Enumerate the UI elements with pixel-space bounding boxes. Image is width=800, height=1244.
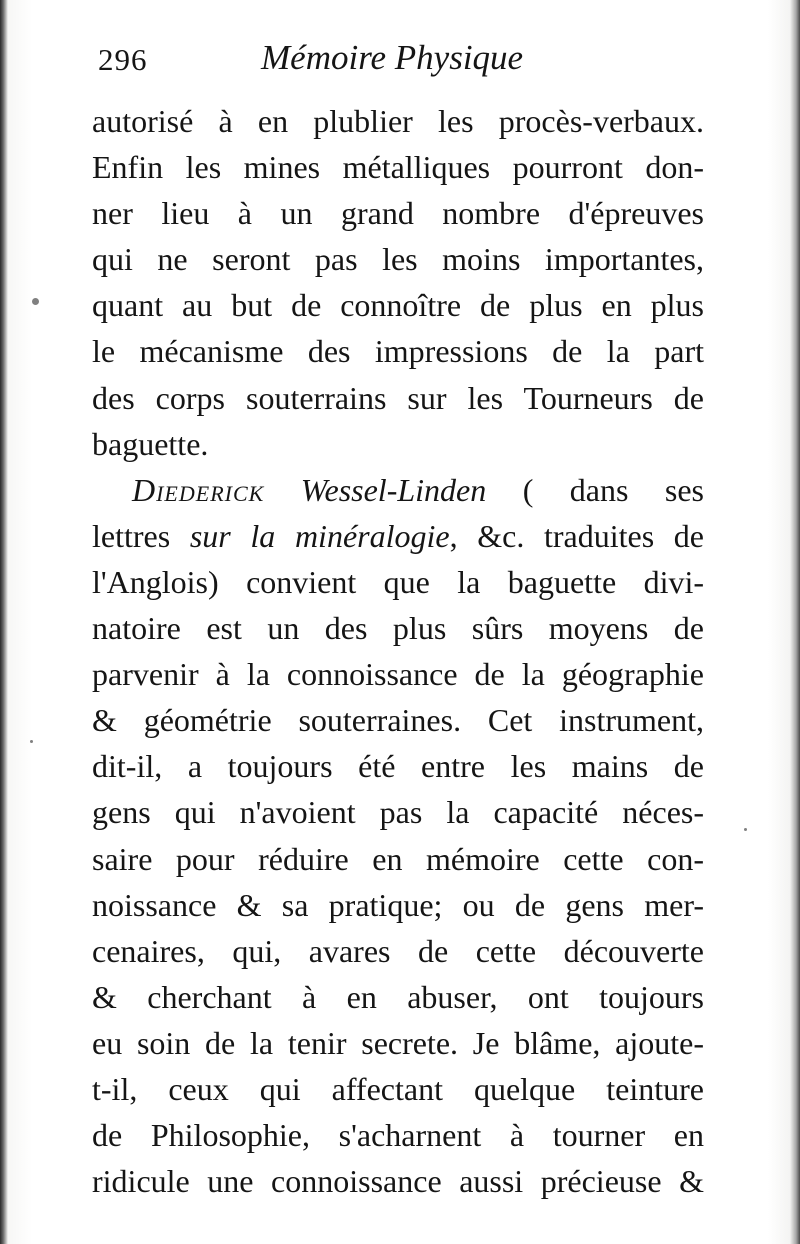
ink-speck (32, 298, 39, 305)
text-fragment: lettres (92, 517, 171, 554)
text-line: l'Anglois) convient que la baguette divi- (92, 563, 704, 600)
page-number: 296 (98, 42, 148, 77)
text-fragment: ( dans ses (522, 471, 705, 508)
text-line: qui ne seront pas les moins importantes, (92, 241, 704, 278)
running-title: Mémoire Physique (261, 38, 524, 77)
running-head (98, 38, 718, 92)
text-line: parvenir à la connoissance de la géographie (92, 656, 704, 693)
text-line: des corps souterrains sur les Tourneurs de (92, 379, 704, 416)
text-line: cenaires, qui, avares de cette découverte (92, 932, 704, 969)
text-line: noissance & sa pratique; ou de gens mer- (92, 886, 704, 923)
text-line: dit-il, a toujours été entre les mains de (92, 748, 704, 785)
text-line: eu soin de la tenir secrete. Je blâme, ajoute- (92, 1024, 704, 1061)
book-title: sur la minéralogie (189, 517, 450, 554)
text-line: & géométrie souterraines. Cet instrument, (92, 702, 704, 739)
ink-speck (30, 740, 33, 743)
text-line: de Philosophie, s'acharnent à tourner en (92, 1117, 704, 1154)
text-line: & cherchant à en abuser, ont toujours (92, 978, 704, 1015)
author-name: Diederick (132, 471, 265, 508)
text-line (92, 513, 704, 559)
text-line: ridicule une connoissance aussi précieuse & (92, 1163, 704, 1200)
author-surname: Wessel-Linden (300, 471, 487, 508)
text-line: quant au but de connoître de plus en plus (92, 287, 704, 324)
text-line: t-il, ceux qui affectant quelque teinture (92, 1070, 704, 1107)
text-line: saire pour réduire en mémoire cette con- (92, 840, 704, 877)
text-line: ner lieu à un grand nombre d'épreuves (92, 195, 704, 232)
text-line: natoire est un des plus sûrs moyens de (92, 610, 704, 647)
text-line: gens qui n'avoient pas la capacité néces- (92, 794, 704, 831)
body-text (92, 98, 704, 1204)
text-line: Enfin les mines métalliques pourront don- (92, 149, 704, 186)
ink-speck (744, 828, 747, 831)
text-fragment: , &c. traduites de (449, 517, 705, 554)
text-line: baguette. (92, 425, 209, 462)
text-line: autorisé à en plublier les procès-verbaux. (92, 103, 704, 139)
text-line: le mécanisme des impressions de la part (92, 333, 704, 370)
paragraph-opening-line (92, 467, 704, 513)
